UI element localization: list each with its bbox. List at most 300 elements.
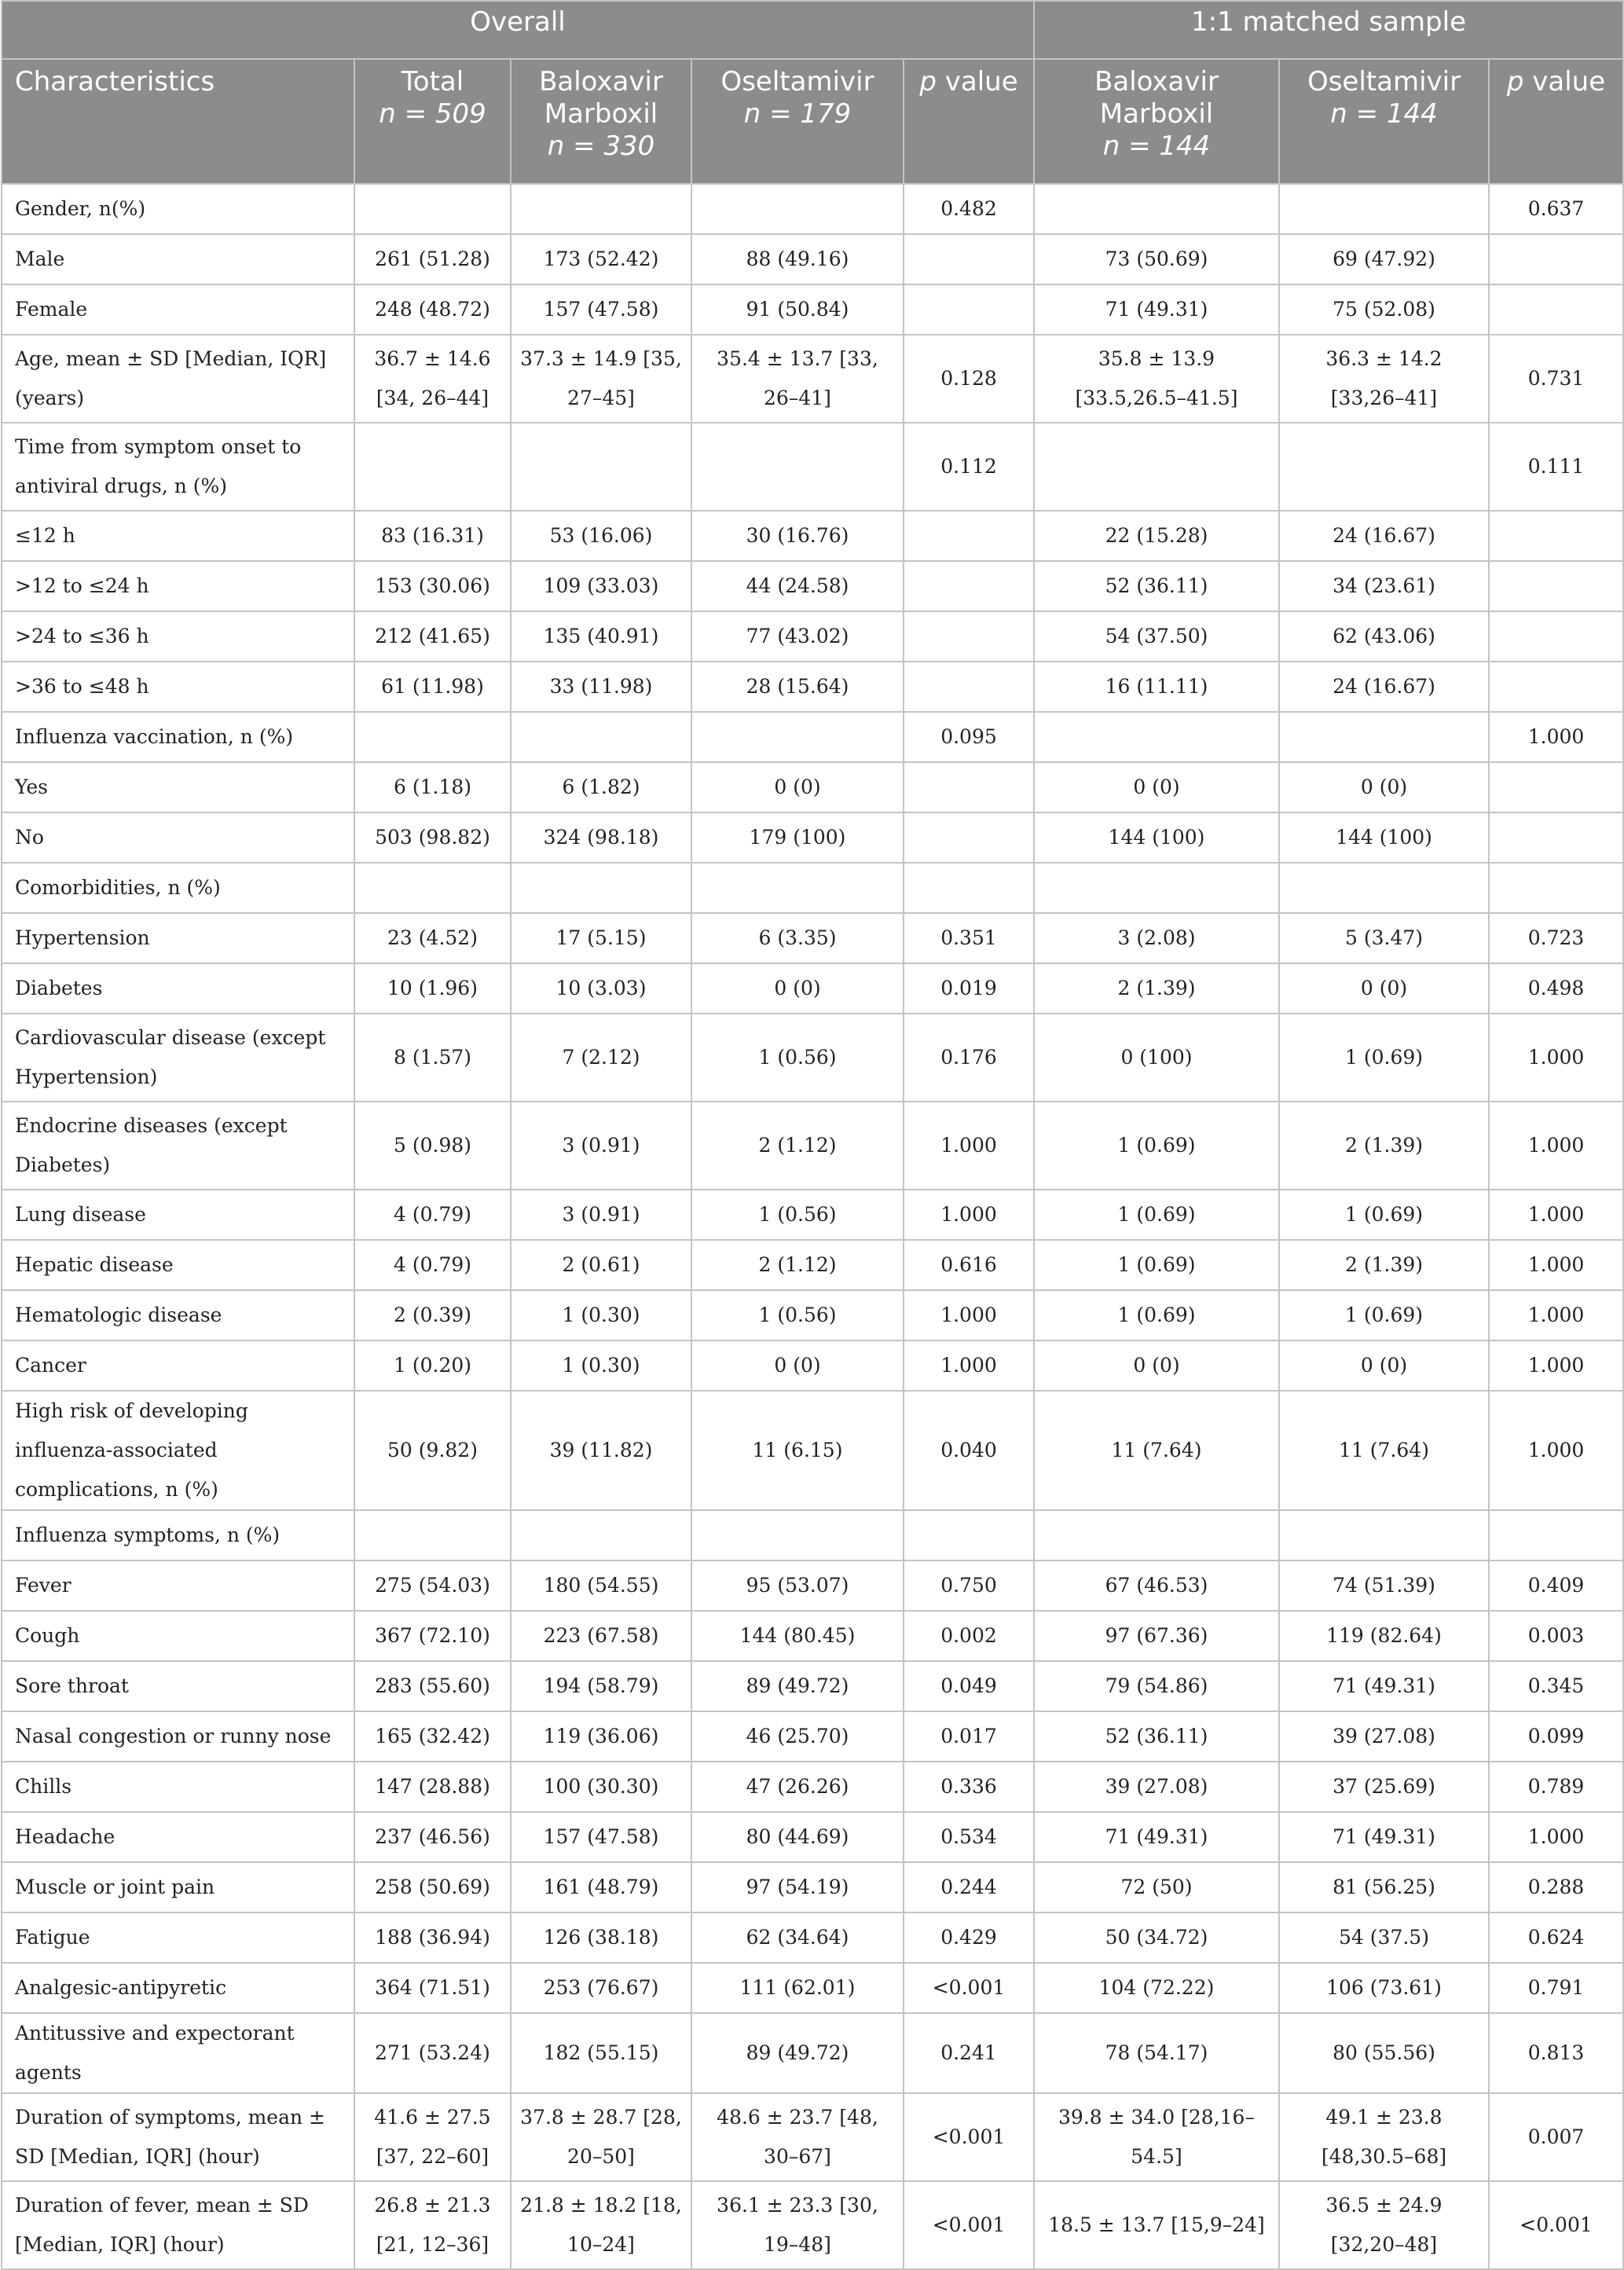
row-label: Duration of symptoms, mean ± SD [Median, IQR] (hour)	[2, 2093, 354, 2181]
table-cell: 0.241	[904, 2013, 1034, 2093]
table-cell: 2 (1.39)	[1279, 1240, 1489, 1290]
table-cell: 0.791	[1489, 1963, 1623, 2013]
table-cell	[1489, 1510, 1623, 1560]
row-label: Female	[2, 284, 354, 335]
table-cell: 157 (47.58)	[511, 1812, 691, 1862]
table-cell: 0.176	[904, 1014, 1034, 1102]
table-cell: 182 (55.15)	[511, 2013, 691, 2093]
table-cell: 0.409	[1489, 1560, 1623, 1611]
row-label: Duration of fever, mean ± SD [Median, IQR] (hour)	[2, 2181, 354, 2269]
oseltamivir-overall-name: Oseltamivir	[720, 66, 874, 97]
table-cell: 0 (0)	[1279, 1340, 1489, 1391]
characteristics-table	[1, 0, 1624, 2270]
table-cell: 1.000	[1489, 1240, 1623, 1290]
table-cell: 2 (0.61)	[511, 1240, 691, 1290]
table-cell	[511, 863, 691, 913]
table-cell: 165 (32.42)	[354, 1711, 511, 1762]
group-matched-header: 1:1 matched sample	[1034, 1, 1623, 59]
baloxavir-overall-name-2: Marboxil	[544, 98, 658, 130]
oseltamivir-overall-header	[691, 59, 904, 184]
table-cell: 0.813	[1489, 2013, 1623, 2093]
table-cell: 73 (50.69)	[1034, 234, 1279, 284]
table-cell: 1.000	[1489, 712, 1623, 762]
table-cell: 4 (0.79)	[354, 1240, 511, 1290]
table-row	[2, 1611, 1623, 1661]
table-cell	[354, 184, 511, 234]
table-cell: 16 (11.11)	[1034, 662, 1279, 712]
table-cell	[1034, 1510, 1279, 1560]
table-cell	[1034, 712, 1279, 762]
table-cell	[904, 863, 1034, 913]
table-cell: 1.000	[1489, 1812, 1623, 1862]
table-cell: 36.5 ± 24.9 [32,20–48]	[1279, 2181, 1489, 2269]
total-header-name: Total	[401, 66, 464, 97]
table-cell: 0.750	[904, 1560, 1034, 1611]
row-label: Hypertension	[2, 913, 354, 963]
table-cell: 69 (47.92)	[1279, 234, 1489, 284]
table-cell: 283 (55.60)	[354, 1661, 511, 1711]
table-row	[2, 335, 1623, 423]
row-label: Lung disease	[2, 1190, 354, 1240]
table-cell: 80 (55.56)	[1279, 2013, 1489, 2093]
table-row	[2, 1510, 1623, 1560]
table-cell: <0.001	[904, 1963, 1034, 2013]
table-cell: 5 (3.47)	[1279, 913, 1489, 963]
table-cell	[1034, 423, 1279, 511]
table-cell: 1.000	[904, 1102, 1034, 1190]
row-label: Cancer	[2, 1340, 354, 1391]
characteristics-header: Characteristics	[2, 59, 354, 184]
table-cell	[904, 561, 1034, 611]
table-cell: 36.3 ± 14.2 [33,26–41]	[1279, 335, 1489, 423]
table-cell: 54 (37.50)	[1034, 611, 1279, 662]
table-cell: 0.723	[1489, 913, 1623, 963]
table-row	[2, 1340, 1623, 1391]
table-cell: 17 (5.15)	[511, 913, 691, 963]
table-cell: 33 (11.98)	[511, 662, 691, 712]
table-cell: 0.624	[1489, 1912, 1623, 1963]
table-cell	[1279, 712, 1489, 762]
table-cell	[904, 234, 1034, 284]
table-cell: 35.4 ± 13.7 [33, 26–41]	[691, 335, 904, 423]
table-row	[2, 1240, 1623, 1290]
table-cell: 35.8 ± 13.9 [33.5,26.5–41.5]	[1034, 335, 1279, 423]
row-label: Endocrine diseases (except Diabetes)	[2, 1102, 354, 1190]
row-label: ≤12 h	[2, 511, 354, 561]
table-cell: 1 (0.69)	[1279, 1190, 1489, 1240]
table-cell: 1.000	[1489, 1190, 1623, 1240]
table-cell	[904, 1510, 1034, 1560]
table-row	[2, 184, 1623, 234]
row-label: Sore throat	[2, 1661, 354, 1711]
table-cell: 30 (16.76)	[691, 511, 904, 561]
table-cell: 126 (38.18)	[511, 1912, 691, 1963]
table-cell: 1.000	[1489, 1391, 1623, 1510]
table-row	[2, 1661, 1623, 1711]
table-cell: 34 (23.61)	[1279, 561, 1489, 611]
table-cell	[904, 812, 1034, 863]
table-cell: 21.8 ± 18.2 [18, 10–24]	[511, 2181, 691, 2269]
table-cell: 95 (53.07)	[691, 1560, 904, 1611]
pvalue-overall-header	[904, 59, 1034, 184]
table-cell: 54 (37.5)	[1279, 1912, 1489, 1963]
table-cell: 44 (24.58)	[691, 561, 904, 611]
table-cell	[691, 1510, 904, 1560]
table-cell: 1.000	[1489, 1014, 1623, 1102]
table-row	[2, 2181, 1623, 2269]
row-label: Fever	[2, 1560, 354, 1611]
pvalue-matched-p: p	[1506, 66, 1524, 97]
table-cell: 1 (0.56)	[691, 1290, 904, 1340]
table-cell	[904, 762, 1034, 812]
table-cell	[1489, 561, 1623, 611]
row-label: >12 to ≤24 h	[2, 561, 354, 611]
table-row	[2, 2093, 1623, 2181]
row-label: High risk of developing influenza-associated complications, n (%)	[2, 1391, 354, 1510]
table-cell: 1 (0.69)	[1279, 1290, 1489, 1340]
table-cell: 0.095	[904, 712, 1034, 762]
table-cell: 10 (3.03)	[511, 963, 691, 1014]
table-cell: 36.7 ± 14.6 [34, 26–44]	[354, 335, 511, 423]
table-row	[2, 762, 1623, 812]
row-label: Comorbidities, n (%)	[2, 863, 354, 913]
table-cell	[904, 284, 1034, 335]
row-label: Headache	[2, 1812, 354, 1862]
table-cell: 0 (0)	[1279, 963, 1489, 1014]
table-cell	[1279, 184, 1489, 234]
table-cell: 80 (44.69)	[691, 1812, 904, 1862]
table-cell: 188 (36.94)	[354, 1912, 511, 1963]
table-cell: 50 (34.72)	[1034, 1912, 1279, 1963]
table-cell	[354, 423, 511, 511]
table-cell: 0.482	[904, 184, 1034, 234]
table-cell	[691, 184, 904, 234]
table-cell	[1034, 184, 1279, 234]
table-cell: 0 (0)	[691, 762, 904, 812]
row-label: Hematologic disease	[2, 1290, 354, 1340]
table-cell: 0.112	[904, 423, 1034, 511]
table-cell: 0.637	[1489, 184, 1623, 234]
table-cell: 1 (0.69)	[1034, 1290, 1279, 1340]
table-cell: 71 (49.31)	[1279, 1812, 1489, 1862]
table-row	[2, 812, 1623, 863]
table-cell: 39 (27.08)	[1279, 1711, 1489, 1762]
table-cell: 1 (0.20)	[354, 1340, 511, 1391]
baloxavir-matched-name-2: Marboxil	[1099, 98, 1214, 130]
table-cell: 6 (3.35)	[691, 913, 904, 963]
table-cell: 62 (43.06)	[1279, 611, 1489, 662]
pvalue-overall-rest: value	[936, 66, 1018, 97]
table-cell: 0.017	[904, 1711, 1034, 1762]
table-cell: 37 (25.69)	[1279, 1762, 1489, 1812]
table-cell: 47 (26.26)	[691, 1762, 904, 1812]
baloxavir-matched-name-1: Baloxavir	[1094, 66, 1219, 97]
table-cell: 2 (1.12)	[691, 1102, 904, 1190]
table-cell: 503 (98.82)	[354, 812, 511, 863]
table-cell	[354, 863, 511, 913]
table-cell: 78 (54.17)	[1034, 2013, 1279, 2093]
table-cell: 0 (0)	[691, 963, 904, 1014]
table-cell: 28 (15.64)	[691, 662, 904, 712]
table-cell: 97 (67.36)	[1034, 1611, 1279, 1661]
table-cell: 0.616	[904, 1240, 1034, 1290]
table-cell	[1034, 863, 1279, 913]
table-cell: 11 (7.64)	[1279, 1391, 1489, 1510]
table-cell: 41.6 ± 27.5 [37, 22–60]	[354, 2093, 511, 2181]
table-cell: 0.111	[1489, 423, 1623, 511]
table-cell: 24 (16.67)	[1279, 662, 1489, 712]
row-label: Cough	[2, 1611, 354, 1661]
table-cell: 81 (56.25)	[1279, 1862, 1489, 1912]
row-label: >36 to ≤48 h	[2, 662, 354, 712]
table-cell: 48.6 ± 23.7 [48, 30–67]	[691, 2093, 904, 2181]
table-cell: 79 (54.86)	[1034, 1661, 1279, 1711]
table-cell: 109 (33.03)	[511, 561, 691, 611]
table-cell: 1.000	[904, 1290, 1034, 1340]
table-cell: 0.003	[1489, 1611, 1623, 1661]
row-label: Muscle or joint pain	[2, 1862, 354, 1912]
table-cell: 1 (0.69)	[1034, 1240, 1279, 1290]
table-cell: 8 (1.57)	[354, 1014, 511, 1102]
table-cell	[1489, 611, 1623, 662]
table-cell: 3 (0.91)	[511, 1102, 691, 1190]
pvalue-overall-p: p	[919, 66, 937, 97]
table-cell: 0.534	[904, 1812, 1034, 1862]
table-row	[2, 1391, 1623, 1510]
table-cell: 0.351	[904, 913, 1034, 963]
table-cell: 0.789	[1489, 1762, 1623, 1812]
table-cell: 39.8 ± 34.0 [28,16–54.5]	[1034, 2093, 1279, 2181]
table-cell	[354, 712, 511, 762]
table-cell: 144 (100)	[1034, 812, 1279, 863]
table-cell: 161 (48.79)	[511, 1862, 691, 1912]
table-cell: 104 (72.22)	[1034, 1963, 1279, 2013]
table-cell: 179 (100)	[691, 812, 904, 863]
table-cell: 1 (0.30)	[511, 1340, 691, 1391]
baloxavir-matched-n: n = 144	[1102, 130, 1211, 162]
baloxavir-matched-header	[1034, 59, 1279, 184]
table-cell: 67 (46.53)	[1034, 1560, 1279, 1611]
table-row	[2, 1912, 1623, 1963]
oseltamivir-matched-name: Oseltamivir	[1307, 66, 1461, 97]
table-cell: 0 (100)	[1034, 1014, 1279, 1102]
table-cell: 0.345	[1489, 1661, 1623, 1711]
row-label: Chills	[2, 1762, 354, 1812]
table-cell: 0 (0)	[1279, 762, 1489, 812]
table-cell: 53 (16.06)	[511, 511, 691, 561]
table-cell: 0 (0)	[1034, 762, 1279, 812]
table-cell: 0 (0)	[691, 1340, 904, 1391]
table-row	[2, 1290, 1623, 1340]
table-cell: 0.049	[904, 1661, 1034, 1711]
table-cell: 10 (1.96)	[354, 963, 511, 1014]
table-cell: 258 (50.69)	[354, 1862, 511, 1912]
table-cell: 72 (50)	[1034, 1862, 1279, 1912]
table-cell: <0.001	[904, 2093, 1034, 2181]
table-cell	[904, 611, 1034, 662]
table-cell: 83 (16.31)	[354, 511, 511, 561]
table-cell: 0.731	[1489, 335, 1623, 423]
table-cell: 367 (72.10)	[354, 1611, 511, 1661]
total-header	[354, 59, 511, 184]
table-cell	[1279, 423, 1489, 511]
table-cell: 11 (6.15)	[691, 1391, 904, 1510]
row-label: Yes	[2, 762, 354, 812]
oseltamivir-matched-header	[1279, 59, 1489, 184]
table-cell: 194 (58.79)	[511, 1661, 691, 1711]
table-cell	[511, 423, 691, 511]
row-label: Influenza vaccination, n (%)	[2, 712, 354, 762]
table-cell: 223 (67.58)	[511, 1611, 691, 1661]
table-cell: 248 (48.72)	[354, 284, 511, 335]
table-cell: 1.000	[1489, 1340, 1623, 1391]
table-cell: 364 (71.51)	[354, 1963, 511, 2013]
table-cell	[691, 423, 904, 511]
baloxavir-overall-name-1: Baloxavir	[539, 66, 663, 97]
table-cell: 0.128	[904, 335, 1034, 423]
table-cell: 237 (46.56)	[354, 1812, 511, 1862]
table-cell	[904, 662, 1034, 712]
table-cell: 1 (0.69)	[1034, 1190, 1279, 1240]
table-cell	[354, 1510, 511, 1560]
table-cell: 2 (1.39)	[1279, 1102, 1489, 1190]
table-row	[2, 1963, 1623, 2013]
table-row	[2, 1762, 1623, 1812]
table-cell: 7 (2.12)	[511, 1014, 691, 1102]
table-row	[2, 423, 1623, 511]
table-cell	[691, 863, 904, 913]
table-cell	[1489, 284, 1623, 335]
table-cell: 147 (28.88)	[354, 1762, 511, 1812]
row-label: >24 to ≤36 h	[2, 611, 354, 662]
table-cell: 144 (100)	[1279, 812, 1489, 863]
table-cell: 180 (54.55)	[511, 1560, 691, 1611]
table-cell: 0.429	[904, 1912, 1034, 1963]
table-cell: 144 (80.45)	[691, 1611, 904, 1661]
table-cell	[511, 184, 691, 234]
table-row	[2, 1812, 1623, 1862]
table-cell: 4 (0.79)	[354, 1190, 511, 1240]
table-cell: 0.336	[904, 1762, 1034, 1812]
table-cell: 261 (51.28)	[354, 234, 511, 284]
table-cell	[1489, 812, 1623, 863]
table-cell: 119 (36.06)	[511, 1711, 691, 1762]
table-cell	[511, 1510, 691, 1560]
table-cell: 6 (1.82)	[511, 762, 691, 812]
table-cell: 1.000	[904, 1340, 1034, 1391]
table-row	[2, 2013, 1623, 2093]
table-row	[2, 1862, 1623, 1912]
table-cell: 324 (98.18)	[511, 812, 691, 863]
table-cell: 77 (43.02)	[691, 611, 904, 662]
table-cell: 0 (0)	[1034, 1340, 1279, 1391]
table-cell: 2 (1.12)	[691, 1240, 904, 1290]
table-cell: 3 (0.91)	[511, 1190, 691, 1240]
table-cell: 1.000	[904, 1190, 1034, 1240]
table-row	[2, 284, 1623, 335]
row-label: Age, mean ± SD [Median, IQR] (years)	[2, 335, 354, 423]
table-cell: 71 (49.31)	[1279, 1661, 1489, 1711]
table-cell: 153 (30.06)	[354, 561, 511, 611]
table-cell: 24 (16.67)	[1279, 511, 1489, 561]
table-cell: 0.099	[1489, 1711, 1623, 1762]
row-label: Influenza symptoms, n (%)	[2, 1510, 354, 1560]
table-cell: 119 (82.64)	[1279, 1611, 1489, 1661]
baloxavir-overall-n: n = 330	[547, 130, 655, 162]
table-cell: 0.040	[904, 1391, 1034, 1510]
oseltamivir-matched-n: n = 144	[1330, 98, 1438, 130]
table-cell: 71 (49.31)	[1034, 284, 1279, 335]
table-cell: 6 (1.18)	[354, 762, 511, 812]
table-cell: 106 (73.61)	[1279, 1963, 1489, 2013]
table-cell: 111 (62.01)	[691, 1963, 904, 2013]
row-label: Analgesic-antipyretic	[2, 1963, 354, 2013]
table-cell: 91 (50.84)	[691, 284, 904, 335]
row-label: No	[2, 812, 354, 863]
table-cell: 37.3 ± 14.9 [35, 27–45]	[511, 335, 691, 423]
table-cell	[1489, 234, 1623, 284]
table-cell: 2 (1.39)	[1034, 963, 1279, 1014]
table-cell: 275 (54.03)	[354, 1560, 511, 1611]
table-cell: 26.8 ± 21.3 [21, 12–36]	[354, 2181, 511, 2269]
table-row	[2, 1560, 1623, 1611]
table-cell: 88 (49.16)	[691, 234, 904, 284]
table-row	[2, 611, 1623, 662]
table-cell: 50 (9.82)	[354, 1391, 511, 1510]
table-row	[2, 863, 1623, 913]
table-row	[2, 1711, 1623, 1762]
table-cell: 1.000	[1489, 1102, 1623, 1190]
row-label: Gender, n(%)	[2, 184, 354, 234]
table-cell: 23 (4.52)	[354, 913, 511, 963]
table-cell: 0.002	[904, 1611, 1034, 1661]
pvalue-matched-rest: value	[1523, 66, 1606, 97]
table-cell: 0.498	[1489, 963, 1623, 1014]
row-label: Hepatic disease	[2, 1240, 354, 1290]
table-row	[2, 963, 1623, 1014]
table-cell: 1 (0.69)	[1034, 1102, 1279, 1190]
table-cell: 39 (11.82)	[511, 1391, 691, 1510]
table-cell: 52 (36.11)	[1034, 1711, 1279, 1762]
table-cell: 36.1 ± 23.3 [30, 19–48]	[691, 2181, 904, 2269]
table-row	[2, 1102, 1623, 1190]
table-cell	[1489, 762, 1623, 812]
table-cell: 52 (36.11)	[1034, 561, 1279, 611]
table-cell: 46 (25.70)	[691, 1711, 904, 1762]
table-cell: 2 (0.39)	[354, 1290, 511, 1340]
row-label: Nasal congestion or runny nose	[2, 1711, 354, 1762]
table-cell: 97 (54.19)	[691, 1862, 904, 1912]
table-cell: 37.8 ± 28.7 [28, 20–50]	[511, 2093, 691, 2181]
table-cell: <0.001	[1489, 2181, 1623, 2269]
table-cell: 1 (0.56)	[691, 1014, 904, 1102]
table-row	[2, 234, 1623, 284]
table-cell: 1 (0.69)	[1279, 1014, 1489, 1102]
table-cell: 271 (53.24)	[354, 2013, 511, 2093]
table-row	[2, 662, 1623, 712]
table-row	[2, 712, 1623, 762]
table-cell: 1 (0.30)	[511, 1290, 691, 1340]
table-cell: 173 (52.42)	[511, 234, 691, 284]
table-cell: 18.5 ± 13.7 [15,9–24]	[1034, 2181, 1279, 2269]
table-cell: 0.288	[1489, 1862, 1623, 1912]
table-cell	[511, 712, 691, 762]
table-cell	[1489, 863, 1623, 913]
table-cell: 3 (2.08)	[1034, 913, 1279, 963]
table-cell: 0.019	[904, 963, 1034, 1014]
pvalue-matched-header	[1489, 59, 1623, 184]
table-row	[2, 1014, 1623, 1102]
